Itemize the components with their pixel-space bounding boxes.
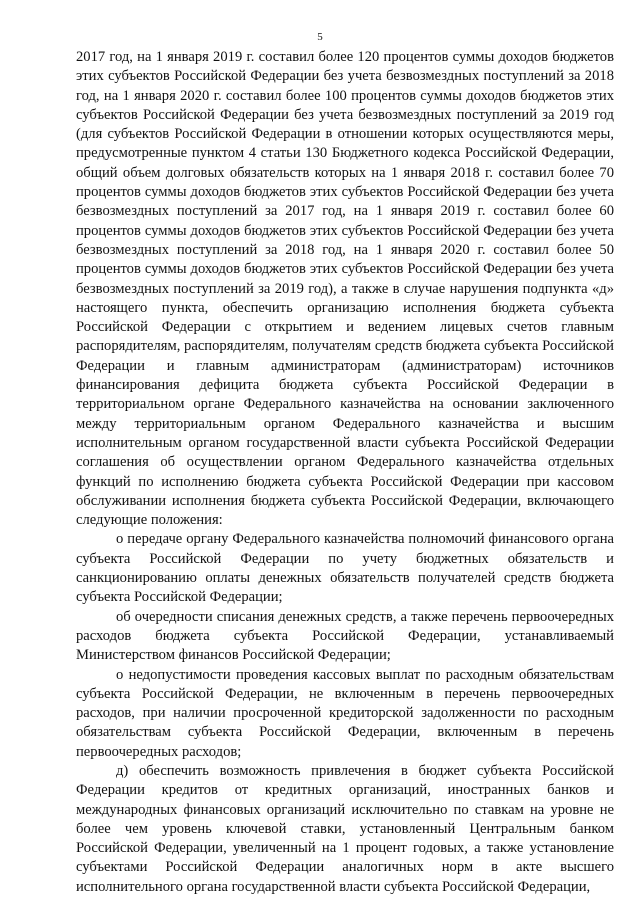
paragraph-order-of-write-off: об очередности списания денежных средств, а также перечень первоочередных расходов бюджета субъекта Российской Федерации, устанавливаемый Министерством финансов Российской Федерации;: [76, 608, 614, 664]
page-number: 5: [317, 31, 323, 43]
document-body: [76, 48, 614, 897]
paragraph-cash-payments: о недопустимости проведения кассовых выплат по расходным обязательствам субъекта Российской Федерации, не включенным в перечень первоочередных расходов, при наличии просроченной кредиторской задолженности по расходным обязательствам субъекта Российской Федерации, включенным в перечень первоочередных расходов;: [76, 666, 614, 760]
paragraph-item-d: д) обеспечить возможность привлечения в бюджет субъекта Российской Федерации кредитов от кредитных организаций, иностранных банков и международных финансовых организаций исключительно по ставкам на уровне не более чем уровень ключевой ставки, установленный Центральным банком Российской Федерации, увеличенный на 1 процент годовых, а также установление субъектами Российской Федерации аналогичных норм в акте высшего исполнительного органа государственной власти субъекта Российской Федерации,: [76, 762, 614, 895]
paragraph-continuation: 2017 год, на 1 января 2019 г. составил более 120 процентов суммы доходов бюджетов этих субъектов Российской Федерации без учета безвозмездных поступлений за 2018 год, на 1 января 2020 г. составил более 100 процентов суммы доходов бюджетов этих субъектов Российской Федерации без учета безвозмездных поступлений за 2019 год (для субъектов Российской Федерации в отношении которых осуществляются меры, предусмотренные пунктом 4 статьи 130 Бюджетного кодекса Российской Федерации, общий объем долговых обязательств которых на 1 января 2018 г. составил более 70 процентов суммы доходов бюджетов этих субъектов Российской Федерации без учета безвозмездных поступлений за 2017 год, на 1 января 2019 г. составил более 60 процентов суммы доходов бюджетов этих субъектов Российской Федерации без учета безвозмездных поступлений за 2018 год, на 1 января 2020 г. составил более 50 процентов суммы доходов бюджетов этих субъектов Российской Федерации без учета безвозмездных поступлений за 2019 год), а также в случае нарушения подпункта «д» настоящего пункта, обеспечить организацию исполнения бюджета субъекта Российской Федерации с открытием и ведением лицевых счетов главным распорядителям, распорядителям, получателям средств бюджета субъекта Российской Федерации и главным администраторам (администраторам) источников финансирования дефицита бюджета субъекта Российской Федерации в территориальном органе Федерального казначейства на основании заключенного между территориальным органом Федерального казначейства и высшим исполнительным органом государственной власти субъекта Российской Федерации соглашения об осуществлении органом Федерального казначейства отдельных функций по исполнению бюджета субъекта Российской Федерации при кассовом обслуживании исполнения бюджета субъекта Российской Федерации, включающего следующие положения:: [76, 49, 614, 529]
paragraph-transfer-of-powers: о передаче органу Федерального казначейства полномочий финансового органа субъекта Российской Федерации по учету бюджетных обязательств и санкционированию оплаты денежных обязательств получателей средств бюджета субъекта Российской Федерации;: [76, 531, 614, 606]
